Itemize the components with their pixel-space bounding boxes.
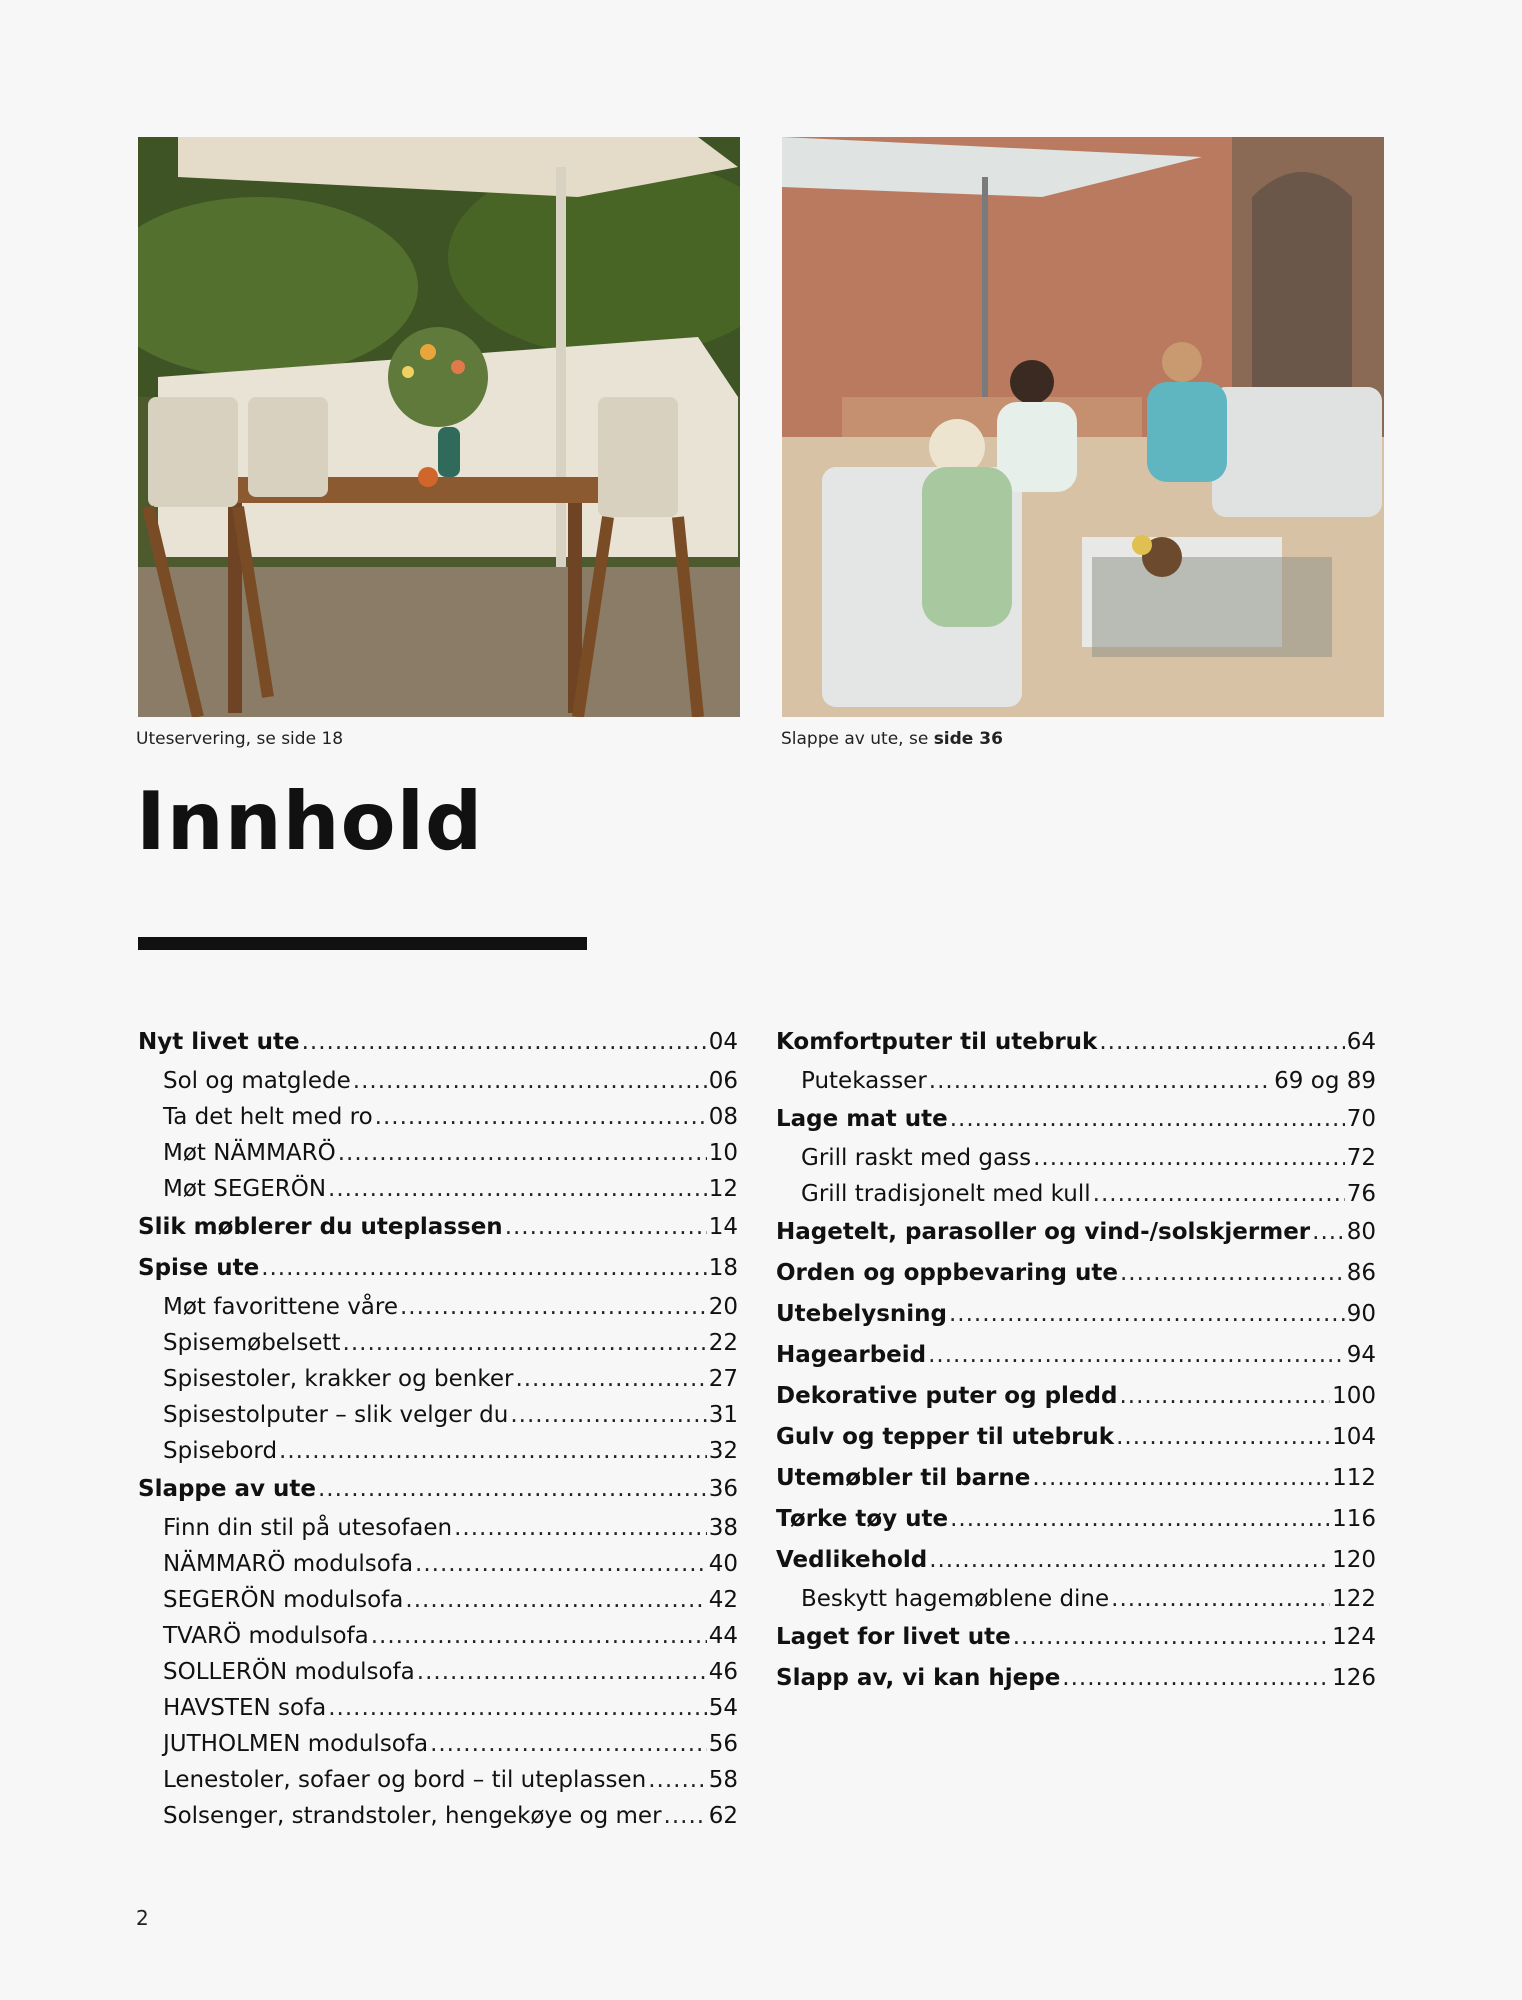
toc-column-right [776, 1022, 1376, 1699]
toc-entry-label: Lage mat ute [776, 1106, 948, 1132]
toc-entry-label: Ta det helt med ro [163, 1104, 373, 1130]
toc-entry-page: 126 [1332, 1665, 1376, 1691]
dot-leader [430, 1726, 707, 1762]
toc-subsection-entry[interactable] [138, 1099, 738, 1135]
dot-leader [950, 1499, 1330, 1540]
dot-leader [302, 1022, 707, 1063]
toc-entry-label: Slappe av ute [138, 1476, 316, 1502]
toc-entry-page: 124 [1332, 1624, 1376, 1650]
toc-entry-label: Vedlikehold [776, 1547, 928, 1573]
toc-subsection-entry[interactable] [138, 1361, 738, 1397]
toc-subsection-entry[interactable] [138, 1582, 738, 1618]
toc-section-entry[interactable] [776, 1417, 1376, 1458]
toc-entry-page: 27 [708, 1366, 738, 1392]
toc-subsection-entry[interactable] [776, 1140, 1376, 1176]
toc-subsection-entry[interactable] [138, 1289, 738, 1325]
dot-leader [400, 1289, 707, 1325]
toc-section-entry[interactable] [776, 1376, 1376, 1417]
toc-subsection-entry[interactable] [138, 1433, 738, 1469]
dot-leader [515, 1361, 706, 1397]
toc-section-entry[interactable] [138, 1022, 738, 1063]
toc-section-entry[interactable] [776, 1294, 1376, 1335]
dot-leader [928, 1335, 1345, 1376]
dot-leader [415, 1546, 707, 1582]
toc-entry-label: Møt favorittene våre [163, 1294, 398, 1320]
dot-leader [1032, 1458, 1330, 1499]
toc-entry-label: Utebelysning [776, 1301, 947, 1327]
toc-subsection-entry[interactable] [138, 1063, 738, 1099]
toc-subsection-entry[interactable] [138, 1762, 738, 1798]
toc-entry-label: Finn din stil på utesofaen [163, 1515, 453, 1541]
toc-entry-label: Slik møblerer du uteplassen [138, 1214, 503, 1240]
dot-leader [1111, 1581, 1330, 1617]
toc-entry-page: 104 [1332, 1424, 1376, 1450]
toc-subsection-entry[interactable] [138, 1690, 738, 1726]
outdoor-dining-photo [138, 137, 740, 717]
toc-section-entry[interactable] [776, 1617, 1376, 1658]
toc-section-entry[interactable] [776, 1658, 1376, 1699]
toc-entry-page: 116 [1332, 1506, 1376, 1532]
photo-caption-right [781, 729, 1003, 749]
toc-entry-page: 08 [708, 1104, 738, 1130]
toc-subsection-entry[interactable] [776, 1176, 1376, 1212]
toc-entry-page: 69 og 89 [1274, 1068, 1376, 1094]
dot-leader [375, 1099, 707, 1135]
toc-section-entry[interactable] [776, 1253, 1376, 1294]
toc-entry-label: Grill raskt med gass [801, 1145, 1032, 1171]
toc-subsection-entry[interactable] [776, 1581, 1376, 1617]
toc-entry-page: 72 [1346, 1145, 1376, 1171]
toc-entry-page: 36 [708, 1476, 738, 1502]
toc-section-entry[interactable] [138, 1248, 738, 1289]
dot-leader [1062, 1658, 1330, 1699]
dot-leader [648, 1762, 707, 1798]
dot-leader [1099, 1022, 1344, 1063]
caption-text: Uteservering, se side [136, 729, 322, 749]
caption-page-ref: 18 [321, 729, 344, 749]
dot-leader [929, 1540, 1330, 1581]
dot-leader [417, 1654, 707, 1690]
toc-entry-label: Spisestoler, krakker og benker [163, 1366, 514, 1392]
toc-entry-label: Spisestolputer – slik velger du [163, 1402, 509, 1428]
toc-entry-label: Spisebord [163, 1438, 278, 1464]
toc-entry-label: Solsenger, strandstoler, hengekøye og mer [163, 1803, 662, 1829]
toc-entry-label: Komfortputer til utebruk [776, 1029, 1098, 1055]
toc-entry-page: 18 [708, 1255, 738, 1281]
toc-entry-page: 80 [1346, 1219, 1376, 1245]
dot-leader [1013, 1617, 1330, 1658]
toc-subsection-entry[interactable] [138, 1546, 738, 1582]
toc-entry-label: Spisemøbelsett [163, 1330, 341, 1356]
toc-entry-label: Beskytt hagemøblene dine [801, 1586, 1110, 1612]
toc-subsection-entry[interactable] [138, 1654, 738, 1690]
toc-entry-label: JUTHOLMEN modulsofa [163, 1731, 429, 1757]
toc-entry-page: 31 [708, 1402, 738, 1428]
toc-entry-page: 22 [708, 1330, 738, 1356]
toc-entry-label: HAVSTEN sofa [163, 1695, 327, 1721]
dot-leader [338, 1135, 707, 1171]
toc-entry-page: 12 [708, 1176, 738, 1202]
dot-leader [405, 1582, 706, 1618]
toc-entry-page: 58 [708, 1767, 738, 1793]
toc-entry-page: 100 [1332, 1383, 1376, 1409]
dot-leader [950, 1099, 1345, 1140]
dot-leader [353, 1063, 707, 1099]
toc-subsection-entry[interactable] [138, 1798, 738, 1834]
toc-entry-label: Lenestoler, sofaer og bord – til uteplassen [163, 1767, 647, 1793]
toc-entry-page: 44 [708, 1623, 738, 1649]
toc-entry-label: Dekorative puter og pledd [776, 1383, 1118, 1409]
dot-leader [454, 1510, 707, 1546]
toc-entry-label: TVARÖ modulsofa [163, 1623, 369, 1649]
toc-entry-page: 40 [708, 1551, 738, 1577]
toc-column-left [138, 1022, 738, 1834]
toc-subsection-entry[interactable] [138, 1325, 738, 1361]
toc-section-entry[interactable] [138, 1469, 738, 1510]
toc-subsection-entry[interactable] [138, 1397, 738, 1433]
toc-entry-page: 14 [708, 1214, 738, 1240]
toc-entry-label: Møt SEGERÖN [163, 1176, 327, 1202]
dot-leader [328, 1171, 707, 1207]
toc-entry-label: Orden og oppbevaring ute [776, 1260, 1118, 1286]
toc-entry-label: Hagetelt, parasoller og vind-/solskjermer [776, 1219, 1311, 1245]
toc-entry-page: 62 [708, 1803, 738, 1829]
dot-leader [343, 1325, 707, 1361]
page-title: Innhold [136, 775, 484, 868]
toc-entry-page: 32 [708, 1438, 738, 1464]
dot-leader [510, 1397, 706, 1433]
dot-leader [929, 1063, 1272, 1099]
toc-entry-page: 20 [708, 1294, 738, 1320]
toc-entry-label: Spise ute [138, 1255, 260, 1281]
toc-entry-page: 94 [1346, 1342, 1376, 1368]
page-number: 2 [136, 1906, 149, 1930]
toc-entry-label: Slapp av, vi kan hjepe [776, 1665, 1061, 1691]
toc-entry-page: 06 [708, 1068, 738, 1094]
toc-entry-label: SEGERÖN modulsofa [163, 1587, 404, 1613]
dot-leader [328, 1690, 706, 1726]
title-rule [138, 937, 587, 950]
toc-subsection-entry[interactable] [138, 1618, 738, 1654]
toc-entry-label: SOLLERÖN modulsofa [163, 1659, 415, 1685]
dot-leader [279, 1433, 707, 1469]
dot-leader [664, 1798, 707, 1834]
toc-entry-page: 38 [708, 1515, 738, 1541]
toc-entry-label: Gulv og tepper til utebruk [776, 1424, 1115, 1450]
dot-leader [949, 1294, 1345, 1335]
toc-subsection-entry[interactable] [138, 1171, 738, 1207]
toc-entry-page: 120 [1332, 1547, 1376, 1573]
toc-entry-page: 112 [1332, 1465, 1376, 1491]
dot-leader [1312, 1212, 1345, 1253]
toc-section-entry[interactable] [776, 1099, 1376, 1140]
toc-section-entry[interactable] [776, 1540, 1376, 1581]
toc-entry-label: Utemøbler til barne [776, 1465, 1031, 1491]
toc-entry-page: 76 [1346, 1181, 1376, 1207]
toc-entry-page: 90 [1346, 1301, 1376, 1327]
toc-entry-label: Nyt livet ute [138, 1029, 300, 1055]
toc-section-entry[interactable] [138, 1207, 738, 1248]
toc-section-entry[interactable] [776, 1212, 1376, 1253]
toc-entry-page: 42 [708, 1587, 738, 1613]
toc-entry-label: Tørke tøy ute [776, 1506, 949, 1532]
dot-leader [318, 1469, 707, 1510]
outdoor-lounge-photo [782, 137, 1384, 717]
toc-subsection-entry[interactable] [776, 1063, 1376, 1099]
toc-entry-label: NÄMMARÖ modulsofa [163, 1551, 414, 1577]
dot-leader [1116, 1417, 1330, 1458]
caption-text: Slappe av ute, se [781, 729, 934, 749]
toc-entry-label: Putekasser [801, 1068, 927, 1094]
toc-entry-label: Møt NÄMMARÖ [163, 1140, 336, 1166]
toc-entry-page: 70 [1346, 1106, 1376, 1132]
toc-entry-label: Hagearbeid [776, 1342, 927, 1368]
dot-leader [1120, 1253, 1345, 1294]
toc-entry-label: Laget for livet ute [776, 1624, 1011, 1650]
dot-leader [1093, 1176, 1345, 1212]
dot-leader [1033, 1140, 1345, 1176]
dot-leader [371, 1618, 707, 1654]
toc-entry-page: 64 [1346, 1029, 1376, 1055]
toc-section-entry[interactable] [776, 1022, 1376, 1063]
dot-leader [1119, 1376, 1330, 1417]
toc-entry-page: 122 [1332, 1586, 1376, 1612]
toc-section-entry[interactable] [776, 1335, 1376, 1376]
toc-subsection-entry[interactable] [138, 1726, 738, 1762]
caption-page-ref: side 36 [933, 729, 1003, 749]
toc-section-entry[interactable] [776, 1499, 1376, 1540]
toc-subsection-entry[interactable] [138, 1135, 738, 1171]
toc-entry-page: 54 [708, 1695, 738, 1721]
dot-leader [505, 1207, 707, 1248]
toc-subsection-entry[interactable] [138, 1510, 738, 1546]
toc-section-entry[interactable] [776, 1458, 1376, 1499]
toc-entry-page: 86 [1346, 1260, 1376, 1286]
toc-entry-page: 56 [708, 1731, 738, 1757]
toc-entry-page: 46 [708, 1659, 738, 1685]
toc-entry-label: Grill tradisjonelt med kull [801, 1181, 1091, 1207]
toc-entry-page: 10 [708, 1140, 738, 1166]
dot-leader [261, 1248, 707, 1289]
toc-entry-page: 04 [708, 1029, 738, 1055]
toc-entry-label: Sol og matglede [163, 1068, 351, 1094]
photo-caption-left [136, 729, 343, 749]
